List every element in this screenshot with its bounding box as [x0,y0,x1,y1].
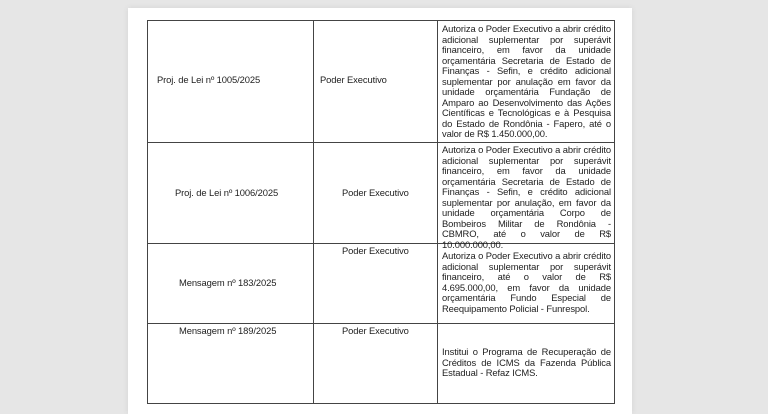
row-divider [148,323,614,324]
table-cell-author: Poder Executivo [342,187,409,198]
table-cell-description: Autoriza o Poder Executivo a abrir crédito adicional suplementar por superávit financeiro, em favor da unidade orçamentária Secretaria de Estado de Finanças - Sefin, e crédito adicional suplementar por anulação em favor da unidade orçamentária Fundação de Amparo ao Desenvolvimento das Ações Científicas e Tecnológicas e à Pesquisa do Estado de Rondônia - Fapero, até o valor de R$ 1.450.000,00. [442,23,611,139]
table-cell-description: Institui o Programa de Recuperação de Créditos de ICMS da Fazenda Pública Estadual - Refaz ICMS. [442,346,611,378]
table-cell-description: Autoriza o Poder Executivo a abrir crédito adicional suplementar por superávit financeiro, em favor da unidade orçamentária Secretaria de Estado de Finanças - Sefin, e crédito adicional suplementar por anulação, em favor da unidade orçamentária Corpo de Bombeiros Militar de Rondônia - CBMRO, até o valor de R$ 10.000.000,00. [442,144,611,250]
table-cell-description: Autoriza o Poder Executivo a abrir crédito adicional suplementar por superávit financeiro, até o valor de R$ 4.695.000,00, em favor da unidade orçamentária Fundo Especial de Reequipamento Policial - Funrespol. [442,250,611,314]
table-cell-author: Poder Executivo [342,325,409,336]
column-divider [437,21,438,403]
column-divider [313,21,314,403]
table-cell-project: Proj. de Lei nº 1006/2025 [175,187,279,198]
table-cell-author: Poder Executivo [342,245,409,256]
table-cell-author: Poder Executivo [320,74,387,85]
table-cell-project: Mensagem nº 183/2025 [179,277,277,288]
row-divider [148,142,614,143]
bills-table [147,20,615,404]
table-cell-project: Proj. de Lei nº 1005/2025 [157,74,261,85]
table-cell-project: Mensagem nº 189/2025 [179,325,277,336]
